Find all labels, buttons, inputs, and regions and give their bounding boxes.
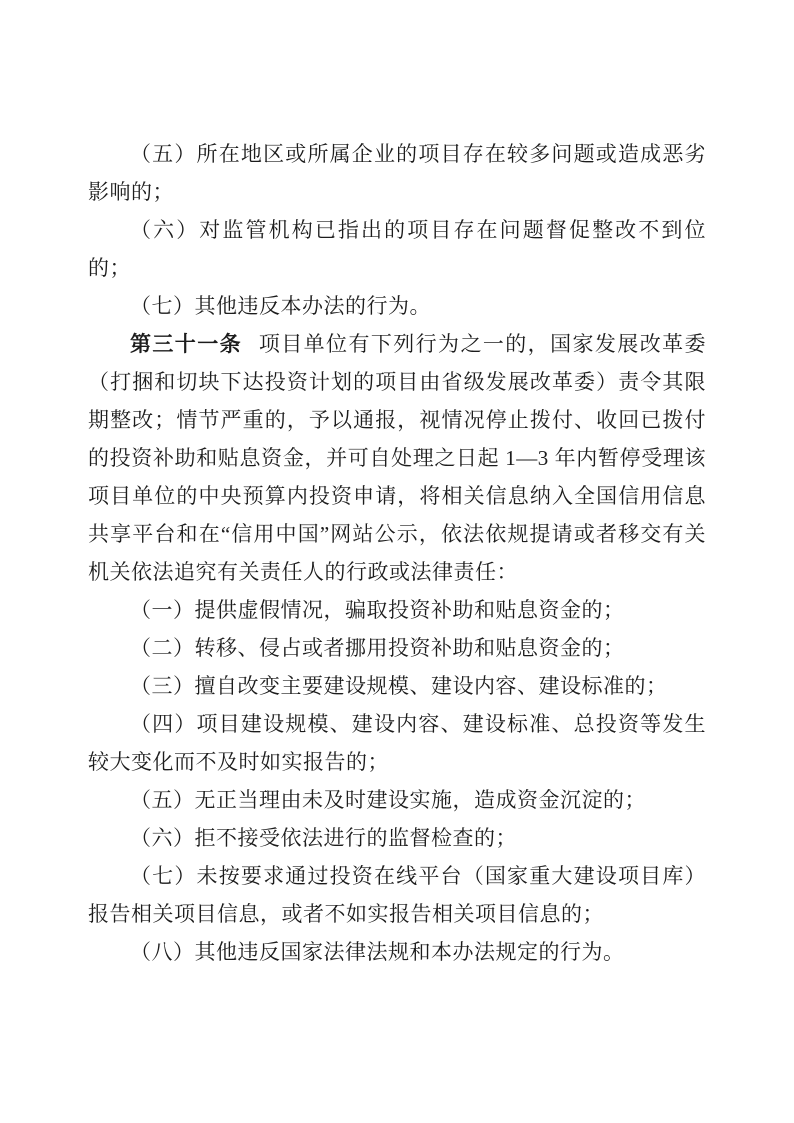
paragraph: [88, 591, 706, 629]
paragraph-text: （七）未按要求通过投资在线平台（国家重大建设项目库）报告相关项目信息，或者不如实报告相关项目信息的；: [88, 864, 706, 926]
paragraph-text: （六）对监管机构已指出的项目存在问题督促整改不到位的；: [88, 218, 706, 280]
paragraph: [88, 325, 706, 591]
paragraph-text: （一）提供虚假情况，骗取投资补助和贴息资金的；: [130, 598, 625, 622]
paragraph: [88, 211, 706, 287]
paragraph: [88, 287, 706, 325]
article-number: 第三十一条: [130, 332, 243, 356]
paragraph: [88, 781, 706, 819]
paragraph: [88, 135, 706, 211]
paragraph-text: （三）擅自改变主要建设规模、建设内容、建设标准的；: [130, 674, 668, 698]
paragraph: [88, 705, 706, 781]
paragraph-text: （六）拒不接受依法进行的监督检查的；: [130, 826, 517, 850]
paragraph-text: （四）项目建设规模、建设内容、建设标准、总投资等发生较大变化而不及时如实报告的；: [88, 712, 706, 774]
paragraph-text: （二）转移、侵占或者挪用投资补助和贴息资金的；: [130, 636, 625, 660]
paragraph-text: （八）其他违反国家法律法规和本办法规定的行为。: [130, 940, 625, 964]
paragraph-text: （五）所在地区或所属企业的项目存在较多问题或造成恶劣影响的；: [88, 142, 706, 204]
paragraph: [88, 667, 706, 705]
paragraph: [88, 933, 706, 971]
document-body: [88, 135, 706, 971]
paragraph-text: （五）无正当理由未及时建设实施，造成资金沉淀的；: [130, 788, 646, 812]
paragraph: [88, 819, 706, 857]
paragraph: [88, 629, 706, 667]
paragraph-text: 项目单位有下列行为之一的，国家发展改革委（打捆和切块下达投资计划的项目由省级发展改革委）责令其限期整改；情节严重的，予以通报，视情况停止拨付、收回已拨付的投资补助和贴息资金，并可自处理之日起 1—3 年内暂停受理该项目单位的中央预算内投资申请，将相关信息纳入全国信用信息共享平台和在“信用中国”网站公示，依法依规提请或者移交有关机关依法追究有关责任人的行政或法律责任：: [88, 332, 707, 584]
paragraph-text: （七）其他违反本办法的行为。: [130, 294, 431, 318]
paragraph: [88, 857, 706, 933]
